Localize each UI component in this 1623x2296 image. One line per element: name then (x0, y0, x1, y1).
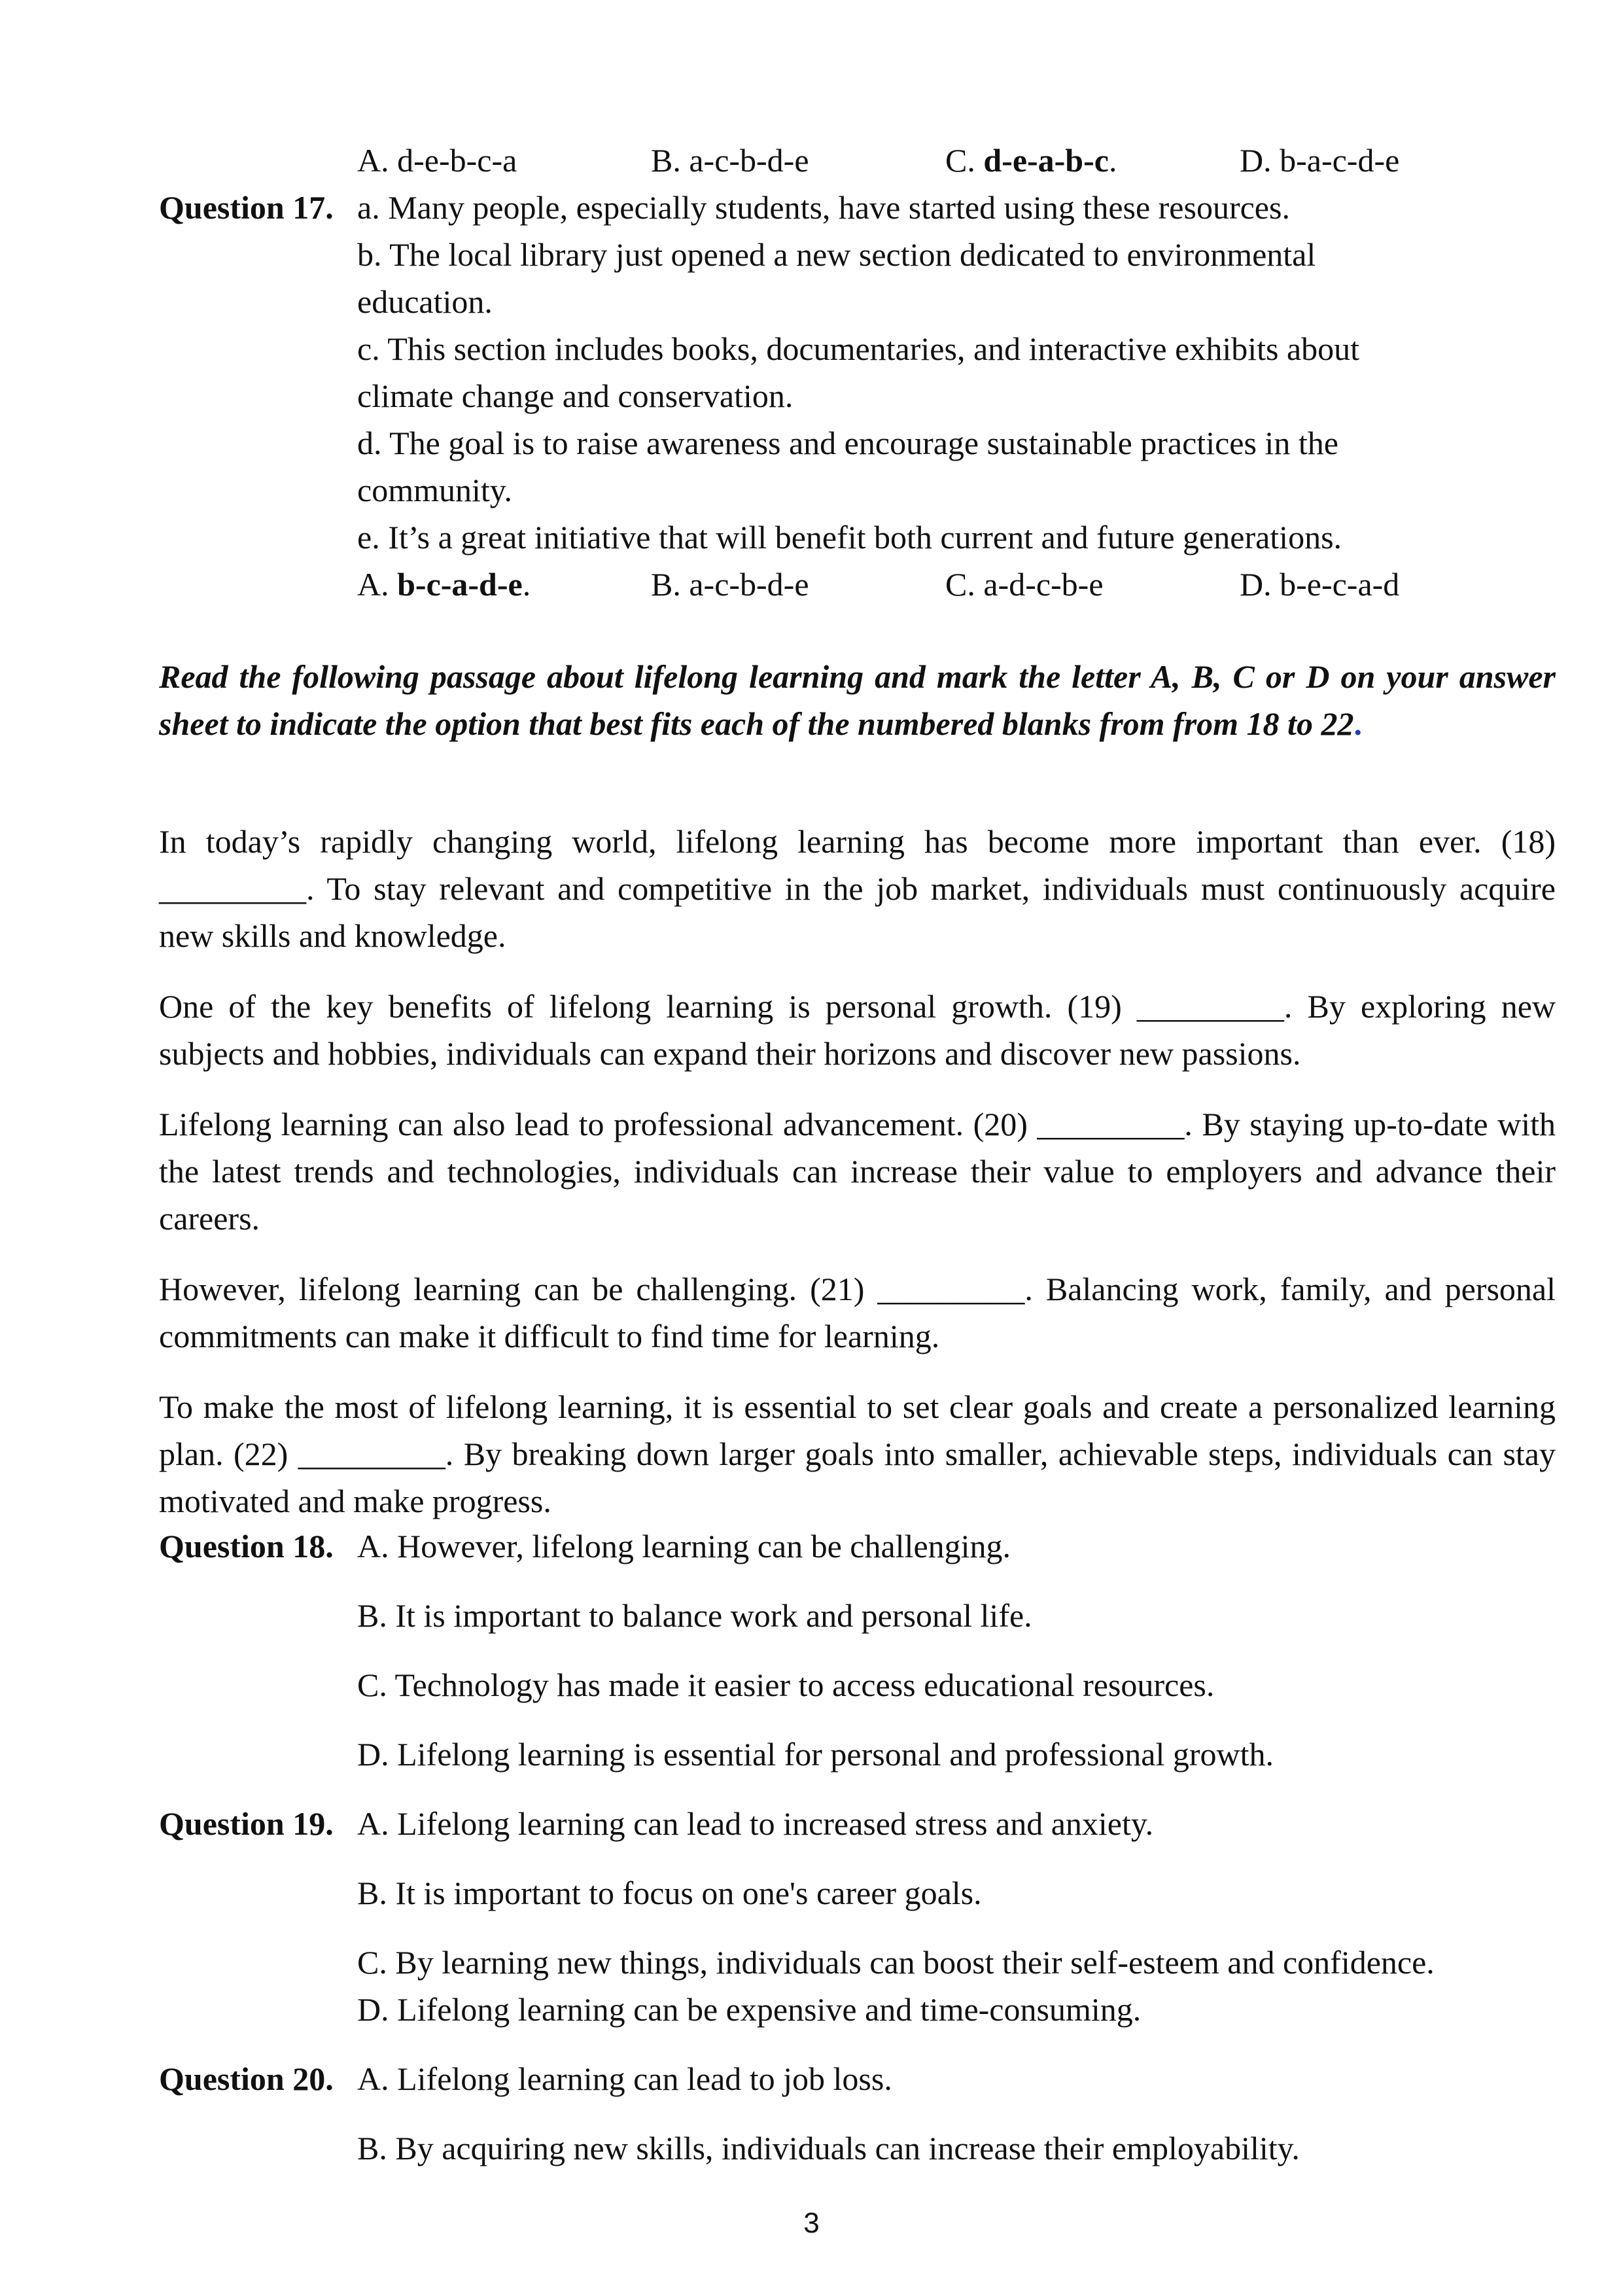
q20-option-b: B. By acquiring new skills, individuals can increase their employability. (357, 2130, 1300, 2166)
q17-sentence-c: c. This section includes books, documentaries, and interactive exhibits about (357, 330, 1360, 367)
q17-option-b: B. a-c-b-d-e (651, 566, 809, 603)
q17-sentence-b-cont: education. (357, 283, 493, 320)
passage-paragraph-3: Lifelong learning can also lead to professional advancement. (20) _________. By staying up-to-date with the latest trends and technologies, individuals can increase their value to employers and advance their careers. (159, 1106, 1556, 1237)
q16-option-d: D. b-a-c-d-e (1240, 142, 1400, 179)
passage-instruction (159, 653, 1556, 747)
q16-option-c-suffix: . (1108, 142, 1117, 179)
q17-sentence-d-cont: community. (357, 472, 513, 508)
passage-paragraph-2: One of the key benefits of lifelong learning is personal growth. (19) _________. By exploring new subjects and hobbies, individuals can expand their horizons and discover new passions. (159, 988, 1556, 1072)
q18-label: Question 18. (159, 1528, 334, 1564)
passage-paragraph-1: In today’s rapidly changing world, lifelong learning has become more important than ever. (18) _________. To stay relevant and competitive in the job market, individuals must continuously acquire new skills and knowledge. (159, 823, 1556, 954)
q16-option-c-prefix: C. (945, 142, 984, 179)
passage-paragraph-4: However, lifelong learning can be challenging. (21) _________. Balancing work, family, and personal commitments can make it difficult to find time for learning. (159, 1271, 1556, 1354)
q19-option-b: B. It is important to focus on one's career goals. (357, 1875, 982, 1911)
q19-option-c: C. By learning new things, individuals can boost their self-esteem and confidence. (357, 1944, 1435, 1981)
q17-option-a-suffix: . (522, 566, 531, 603)
passage-paragraph-5: To make the most of lifelong learning, it is essential to set clear goals and create a personalized learning plan. (22) _________. By breaking down larger goals into smaller, achievable steps, individuals can stay motivated and make progress. (159, 1388, 1556, 1519)
q16-option-b: B. a-c-b-d-e (651, 142, 809, 179)
page-number: 3 (803, 2207, 820, 2239)
q16-option-c-answer: d-e-a-b-c (983, 142, 1109, 179)
q18-option-b: B. It is important to balance work and personal life. (357, 1597, 1032, 1634)
q20-option-a: A. Lifelong learning can lead to job loss. (357, 2060, 892, 2097)
q17-option-a (357, 564, 531, 605)
q17-label: Question 17. (159, 189, 334, 226)
q19-option-d: D. Lifelong learning can be expensive and time-consuming. (357, 1991, 1142, 2028)
q18-option-a: A. However, lifelong learning can be challenging. (357, 1528, 1011, 1564)
q16-option-c (945, 140, 1117, 181)
q16-option-a: A. d-e-b-c-a (357, 142, 517, 179)
instruction-text: Read the following passage about lifelong learning and mark the letter A, B, C or D on your answer sheet to indicate the option that best fits each of the numbered blanks from from 18 to 22 (159, 658, 1556, 742)
q19-option-a: A. Lifelong learning can lead to increased stress and anxiety. (357, 1805, 1154, 1842)
q17-option-a-answer: b-c-a-d-e (397, 566, 523, 603)
q18-option-c: C. Technology has made it easier to access educational resources. (357, 1667, 1215, 1703)
q17-option-d: D. b-e-c-a-d (1240, 566, 1400, 603)
q17-sentence-a: a. Many people, especially students, have started using these resources. (357, 189, 1290, 226)
q17-option-a-prefix: A. (357, 566, 398, 603)
instruction-dot: . (1353, 705, 1362, 742)
q17-option-c: C. a-d-c-b-e (945, 566, 1104, 603)
q19-label: Question 19. (159, 1805, 334, 1842)
q17-sentence-e: e. It’s a great initiative that will benefit both current and future generations. (357, 519, 1342, 556)
q18-option-d: D. Lifelong learning is essential for personal and professional growth. (357, 1736, 1274, 1773)
q17-sentence-c-cont: climate change and conservation. (357, 378, 794, 414)
q20-label: Question 20. (159, 2060, 334, 2097)
q17-sentence-b: b. The local library just opened a new section dedicated to environmental (357, 236, 1316, 273)
q17-sentence-d: d. The goal is to raise awareness and encourage sustainable practices in the (357, 425, 1338, 461)
